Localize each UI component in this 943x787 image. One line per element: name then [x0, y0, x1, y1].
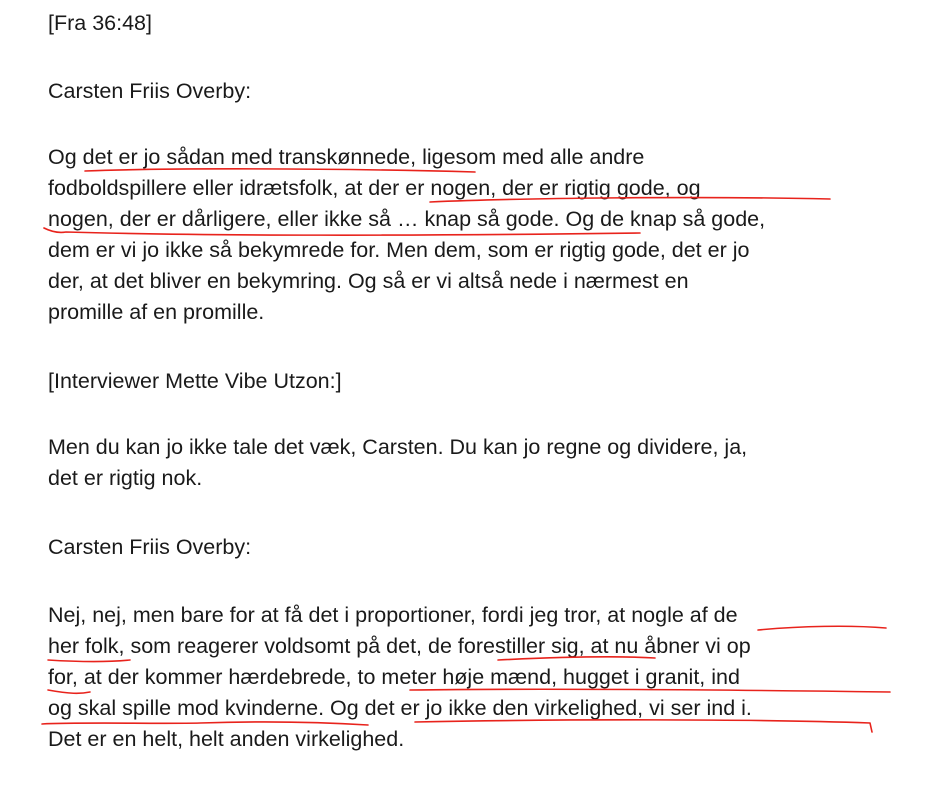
text-line: og skal spille mod kvinderne. Og det er jo ikke den virkelighed, vi ser ind i.: [48, 696, 752, 720]
text-line: Og det er jo sådan med transkønnede, ligesom med alle andre: [48, 145, 645, 169]
speaker-label: [Interviewer Mette Vibe Utzon:]: [48, 369, 342, 393]
speaker-label: Carsten Friis Overby:: [48, 79, 252, 103]
text-line: der, at det bliver en bekymring. Og så er vi altså nede i nærmest en: [48, 269, 689, 293]
red-underline: [415, 720, 872, 732]
text-line: Men du kan jo ikke tale det væk, Carsten. Du kan jo regne og dividere, ja,: [48, 435, 748, 459]
text-line: dem er vi jo ikke så bekymrede for. Men dem, som er rigtig gode, det er jo: [48, 238, 750, 262]
speaker-label: Carsten Friis Overby:: [48, 535, 252, 559]
red-underline: [48, 690, 90, 693]
timestamp: [Fra 36:48]: [48, 11, 152, 35]
text-line: fodboldspillere eller idrætsfolk, at der er nogen, der er rigtig gode, og: [48, 176, 701, 200]
red-underline: [48, 660, 130, 662]
text-line: Det er en helt, helt anden virkelighed.: [48, 727, 405, 751]
red-underline: [758, 626, 886, 630]
red-underline: [42, 722, 368, 725]
text-line: nogen, der er dårligere, eller ikke så … knap så gode. Og de knap så gode,: [48, 207, 766, 231]
text-line: det er rigtig nok.: [48, 466, 203, 490]
text-line: for, at der kommer hærdebrede, to meter høje mænd, hugget i granit, ind: [48, 665, 740, 689]
text-line: her folk, som reagerer voldsomt på det, de forestiller sig, at nu åbner vi op: [48, 634, 751, 658]
text-line: Nej, nej, men bare for at få det i proportioner, fordi jeg tror, at nogle af de: [48, 603, 738, 627]
text-line: promille af en promille.: [48, 300, 265, 324]
